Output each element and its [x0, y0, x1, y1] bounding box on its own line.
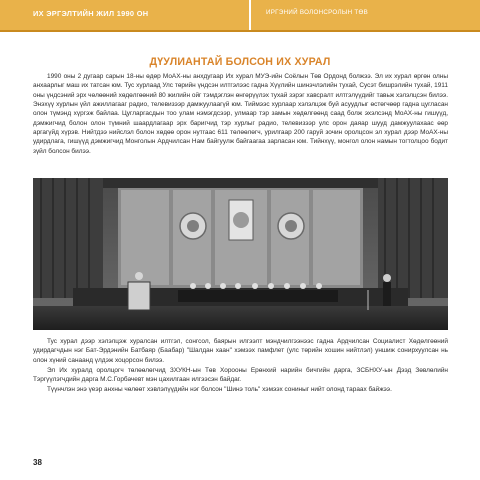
article-paragraph-4: Түүнчлэн энэ үеэр анхны чөлөөт хэвлэлүүдийн нэг болсон "Шинэ толь" хэмээх сониныг нийт олонд тараах байжээ. [47, 386, 392, 393]
article-paragraph-1: 1990 оны 2 дугаар сарын 18-ны өдөр МоАХ-ны анхдугаар Их хурал МУЭ-ийн Соёлын Төв Ордонд болжээ. Эл их хурал өргөн олны анхаарлыг маш их татсан юм. Тус хурлаад Улс төрийн үндсэн илтгэлээс гадна Хүүлийн шинэчлэлийн тухай, Сусэт бишрэлийн тухай, 1911 оны үндсэний эрх чөлөөний хөдөлгөөний 80 жилийн ойг тэмдэглэн өнгөрүүлэх тухай зэрэг хавсралт илтгэлүүдийг тавьж хэлэлцсэн билээ. Энэхүү хурлын үйл ажиллагааг радио, телевизээр дамжуулаагүй юм. Тиймээс хурлаар хэлэлцэж буй асуудлыг өстөгчөөр гадна цугласан олон түмэнд хүргэж байлаа. Цугларгасдын тоо улам нэмэгдсээр, улмаар тэр замын хөдөлгөөнд саад болж эхэлсэнд МоАХ-ны гишүүд, дэмжигчид болон олон түмний шаардлагаар эрх баригчид тэр хурлыг радио, телевизээр улс орон даяар шууд дамжуулахаас өөр аргагүйд хүрэв. Нийтдээ нийслэл болон хөдөө орон нутгаас 611 төлөөлөгч, урилгаар 200 гаруй зочин оролцсон эл хурал дээр МоАХ-ны удирдлага, гишүүд дэмжигчид Монголын Ардчилсан Нам байгуулж байгаагаа зарласан юм. Тийнхүү, монгол олон намын тогтолцоо бодит зүйл болсон билээ. [33, 73, 448, 155]
congress-hall-photo [33, 178, 448, 330]
header-book-title: ИХ ЭРГЭЛТИЙН ЖИЛ 1990 ОН [33, 9, 149, 18]
article-paragraph-2: Тус хурал дээр хэлэлцэж хуралсан илтгэл, сонгсол, баярын илгээлт мэндчилгээнээс гадна Ардчилсан Социалист Хөдөлгөөний удирдагчдын нэг Бат-Эрдэнийн Батбаяр (Баабар) "Шалдан хаан" хэмээх памфлет (улс төрийн хошин нийтлэл) уншиж сонирхуулсан нь олон хүний санаанд үлдэж хоцорсон билээ. [33, 338, 448, 364]
header-divider [249, 0, 251, 30]
header-publisher: ИРГЭНИЙ ВОЛОНСРОЛЫН ТӨВ [266, 9, 369, 16]
page-header [0, 0, 480, 32]
article-title: ДҮУЛИАНТАЙ БОЛСОН ИХ ХУРАЛ [149, 56, 331, 68]
photo-illustration [33, 178, 448, 330]
page-number: 38 [33, 458, 42, 467]
article-paragraph-3: Эл Их хуралд оролцогч төлөөлөгчид ЗХУКН-ын Төв Хорооны Ерөнхий нарийн бичгийн дарга, ЗСБНХУ-ын Дээд Зөвлөлийн Тэргүүлэгчдийн дарга М.С.Горбачевт мэн цахилгаан илгээсэн байдаг. [33, 367, 448, 384]
